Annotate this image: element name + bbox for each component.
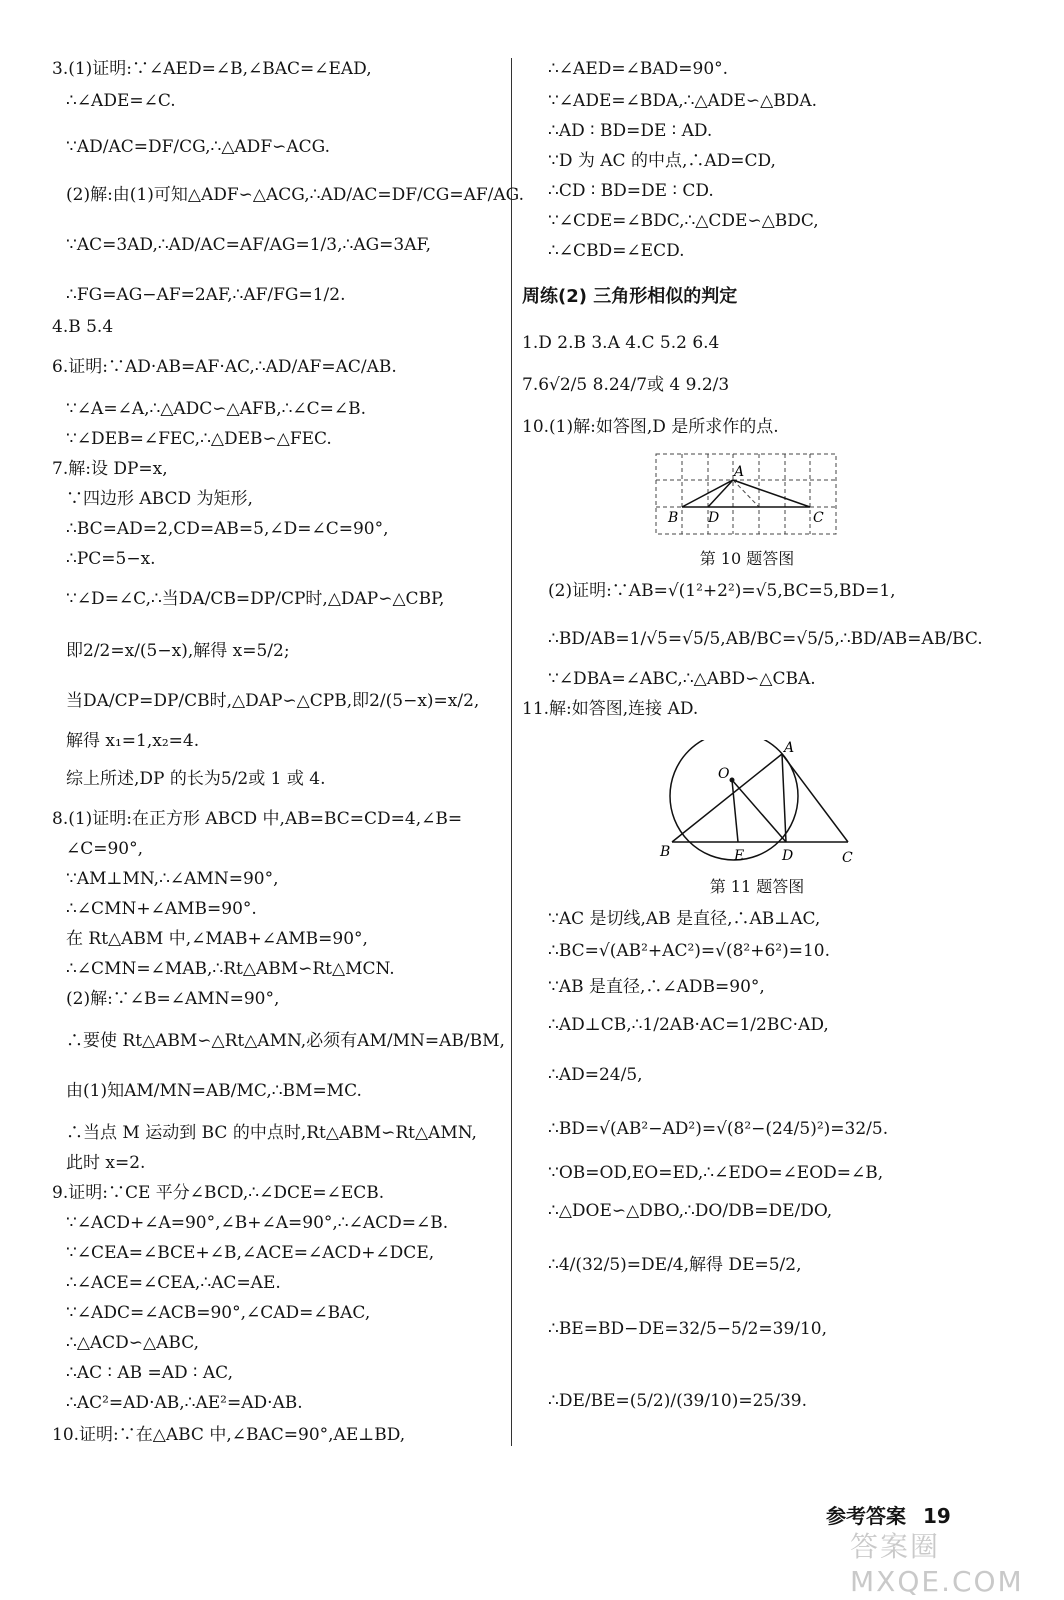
text-line: ∴△DOE∽△DBO,∴DO/DB=DE/DO, (548, 1201, 833, 1221)
text-line: ∴∠ACE=∠CEA,∴AC=AE. (66, 1273, 281, 1293)
text-line: ∴BE=BD−DE=32/5−5/2=39/10, (548, 1319, 828, 1339)
text-line: ∵AM⊥MN,∴∠AMN=90°, (66, 869, 279, 889)
text-line: ∵D 为 AC 的中点,∴AD=CD, (548, 151, 776, 171)
text-line: ∵∠ADC=∠ACB=90°,∠CAD=∠BAC, (66, 1303, 371, 1323)
text-line: ∴PC=5−x. (66, 549, 156, 569)
point-label: C (813, 510, 824, 526)
text-line: 1.D 2.B 3.A 4.C 5.2 6.4 (522, 333, 720, 353)
point-label: D (782, 848, 794, 864)
text-line: 在 Rt△ABM 中,∠MAB+∠AMB=90°, (66, 929, 368, 949)
text-line: ∴要使 Rt△ABM∽△Rt△AMN,必须有AM/MN=AB/BM, (66, 1031, 505, 1051)
text-line: ∵∠ACD+∠A=90°,∠B+∠A=90°,∴∠ACD=∠B. (66, 1213, 449, 1233)
text-line: 8.(1)证明:在正方形 ABCD 中,AB=BC=CD=4,∠B= (52, 809, 463, 829)
text-line: 9.证明:∵CE 平分∠BCD,∴∠DCE=∠ECB. (52, 1183, 385, 1203)
figure-caption: 第 10 题答图 (699, 549, 795, 568)
text-line: 10.(1)解:如答图,D 是所求作的点. (522, 417, 779, 437)
text-line: 6.证明:∵AD·AB=AF·AC,∴AD/AF=AC/AB. (52, 357, 397, 377)
text-line: ∴BD/AB=1/√5=√5/5,AB/BC=√5/5,∴BD/AB=AB/BC. (548, 629, 983, 649)
text-line: 3.(1)证明:∵∠AED=∠B,∠BAC=∠EAD, (52, 59, 372, 79)
text-line: ∴CD ∶ BD=DE ∶ CD. (548, 181, 714, 201)
text-line: ∵∠CDE=∠BDC,∴△CDE∽△BDC, (548, 211, 819, 231)
point-label: A (784, 740, 795, 756)
column-divider (511, 58, 512, 1446)
text-line: ∴AC²=AD·AB,∴AE²=AD·AB. (66, 1393, 303, 1413)
text-line: ∵AC 是切线,AB 是直径,∴AB⊥AC, (548, 909, 821, 929)
text-line: ∴BD=√(AB²−AD²)=√(8²−(24/5)²)=32/5. (548, 1119, 889, 1139)
text-line: ∴∠CBD=∠ECD. (548, 241, 685, 261)
text-line: ∴BC=AD=2,CD=AB=5,∠D=∠C=90°, (66, 519, 389, 539)
text-line: ∵∠ADE=∠BDA,∴△ADE∽△BDA. (548, 91, 817, 111)
page-number: 19 (922, 1504, 951, 1528)
text-line: ∴BC=√(AB²+AC²)=√(8²+6²)=10. (548, 941, 831, 961)
text-line: ∴△ACD∽△ABC, (66, 1333, 200, 1353)
text-line: 11.解:如答图,连接 AD. (522, 699, 699, 719)
circle-tangent-figure (652, 740, 862, 870)
text-line: ∵∠A=∠A,∴△ADC∽△AFB,∴∠C=∠B. (66, 399, 367, 419)
text-line: ∵∠DBA=∠ABC,∴△ABD∽△CBA. (548, 669, 816, 689)
text-line: 7.6√2/5 8.24/7或 4 9.2/3 (522, 375, 730, 395)
text-line: ∵AD/AC=DF/CG,∴△ADF∽ACG. (66, 137, 331, 157)
text-line: ∵OB=OD,EO=ED,∴∠EDO=∠EOD=∠B, (548, 1163, 884, 1183)
point-label: A (734, 464, 745, 480)
text-line: (2)解:∵∠B=∠AMN=90°, (66, 989, 280, 1009)
text-line: ∵∠DEB=∠FEC,∴△DEB∽△FEC. (66, 429, 332, 449)
text-line: 由(1)知AM/MN=AB/MC,∴BM=MC. (66, 1081, 362, 1101)
text-line: 综上所述,DP 的长为5/2或 1 或 4. (66, 769, 326, 789)
text-line: ∴∠CMN=∠MAB,∴Rt△ABM∽Rt△MCN. (66, 959, 395, 979)
text-line: 解得 x₁=1,x₂=4. (66, 731, 200, 751)
point-label: C (842, 850, 853, 866)
text-line: ∵∠D=∠C,∴当DA/CB=DP/CP时,△DAP∽△CBP, (66, 589, 445, 609)
text-line: (2)解:由(1)可知△ADF∽△ACG,∴AD/AC=DF/CG=AF/AG. (66, 185, 525, 205)
point-label: B (668, 510, 679, 526)
text-line: ∴FG=AG−AF=2AF,∴AF/FG=1/2. (66, 285, 346, 305)
text-line: ∴∠CMN+∠AMB=90°. (66, 899, 257, 919)
point-label: E (734, 848, 745, 864)
text-line: ∵∠CEA=∠BCE+∠B,∠ACE=∠ACD+∠DCE, (66, 1243, 435, 1263)
text-line: 4.B 5.4 (52, 317, 114, 337)
text-line: 10.证明:∵在△ABC 中,∠BAC=90°,AE⊥BD, (52, 1425, 406, 1445)
point-label: D (708, 510, 720, 526)
point-label: O (718, 766, 730, 782)
text-line: ∠C=90°, (66, 839, 144, 859)
text-line: (2)证明:∵AB=√(1²+2²)=√5,BC=5,BD=1, (548, 581, 896, 601)
text-line: ∴AD⊥CB,∴1/2AB·AC=1/2BC·AD, (548, 1015, 829, 1035)
text-line: ∴4/(32/5)=DE/4,解得 DE=5/2, (548, 1255, 802, 1275)
text-line: 此时 x=2. (66, 1153, 146, 1173)
footer-label: 参考答案 (826, 1504, 906, 1528)
text-line: ∴AD ∶ BD=DE ∶ AD. (548, 121, 713, 141)
text-line: ∴AD=24/5, (548, 1065, 643, 1085)
watermark: 答案圈 MXQE.COM (850, 1530, 1024, 1598)
text-line: ∴∠AED=∠BAD=90°. (548, 59, 729, 79)
text-line: 当DA/CP=DP/CB时,△DAP∽△CPB,即2/(5−x)=x/2, (66, 691, 480, 711)
text-line: ∵AC=3AD,∴AD/AC=AF/AG=1/3,∴AG=3AF, (66, 235, 432, 255)
text-line: ∴DE/BE=(5/2)/(39/10)=25/39. (548, 1391, 807, 1411)
text-line: ∴∠ADE=∠C. (66, 91, 176, 111)
text-line: ∵四边形 ABCD 为矩形, (66, 489, 253, 509)
text-line: 即2/2=x/(5−x),解得 x=5/2; (66, 641, 290, 661)
text-line: ∵AB 是直径,∴∠ADB=90°, (548, 977, 765, 997)
grid-triangle-figure (652, 450, 842, 540)
figure-caption: 第 11 题答图 (709, 877, 805, 896)
text-line: 7.解:设 DP=x, (52, 459, 168, 479)
section-heading: 周练(2) 三角形相似的判定 (522, 286, 738, 307)
point-label: B (660, 844, 671, 860)
text-line: ∴AC ∶ AB =AD ∶ AC, (66, 1363, 233, 1383)
text-line: ∴当点 M 运动到 BC 的中点时,Rt△ABM∽Rt△AMN, (66, 1123, 477, 1143)
